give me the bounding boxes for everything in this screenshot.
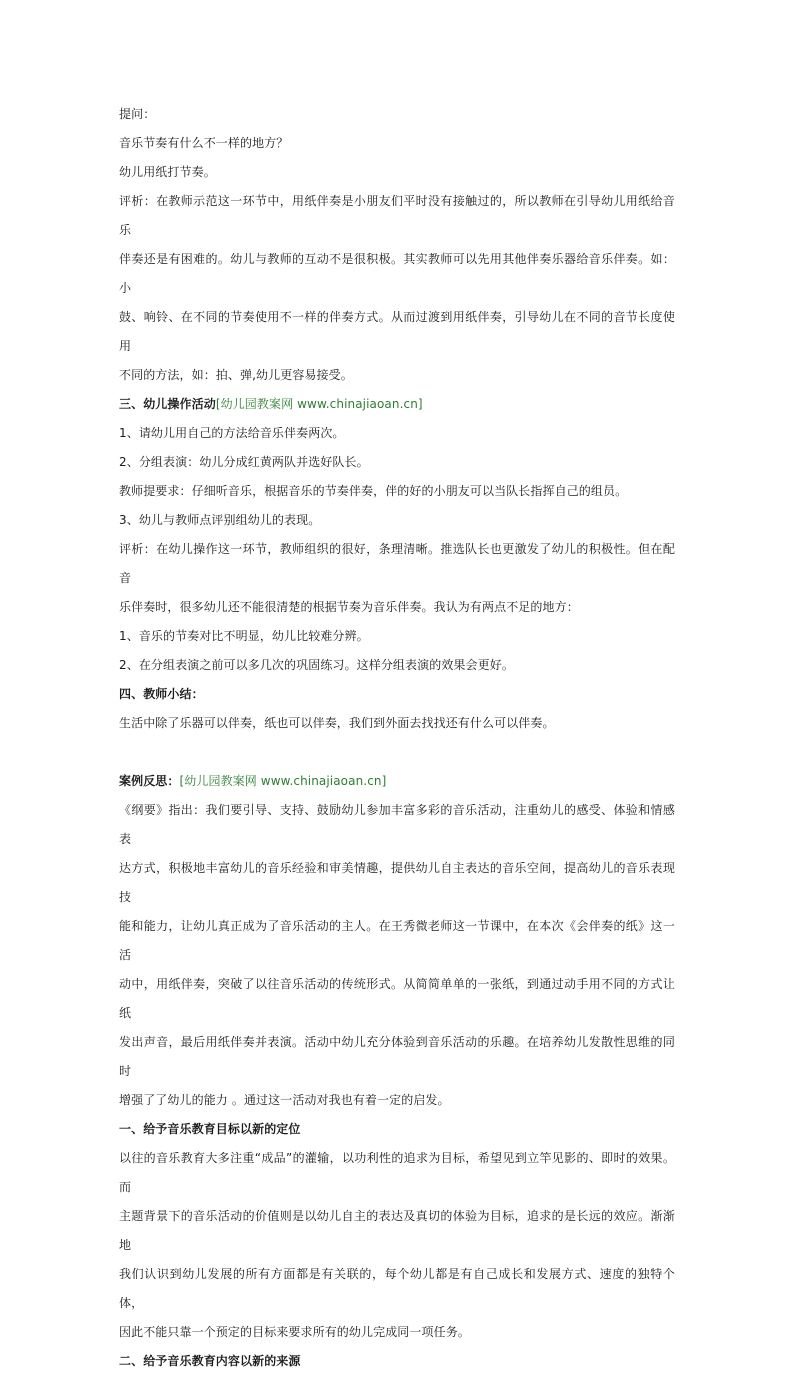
document-body: [119, 100, 675, 1376]
text-line: 不同的方法，如：拍、弹,幼儿更容易接受。: [119, 368, 353, 382]
section-heading: 四、教师小结：: [119, 687, 204, 701]
section-title: 案例反思：: [119, 774, 180, 788]
section-heading: 二、给予音乐教育内容以新的来源: [119, 1354, 301, 1368]
source-link[interactable]: [幼儿园教案网 www.chinajiaoan.cn]: [179, 774, 387, 788]
text-line: 幼儿用纸打节奏。: [119, 165, 216, 179]
text-line: 发出声音，最后用纸伴奏并表演。活动中幼儿充分体验到音乐活动的乐趣。在培养幼儿发散性思维的同时: [119, 1035, 675, 1078]
section-title: 三、幼儿操作活动: [119, 397, 216, 411]
text-line: 动中，用纸伴奏，突破了以往音乐活动的传统形式。从简简单单的一张纸，到通过动手用不同的方式让纸: [119, 977, 675, 1020]
text-line: 2、分组表演：幼儿分成红黄两队并选好队长。: [119, 455, 369, 469]
paragraph-gap: [119, 738, 675, 767]
section-heading: [119, 390, 675, 419]
text-line: 生活中除了乐器可以伴奏，纸也可以伴奏，我们到外面去找找还有什么可以伴奏。: [119, 716, 555, 730]
text-line: 评析：在教师示范这一环节中，用纸伴奏是小朋友们平时没有接触过的，所以教师在引导幼儿用纸给音乐: [119, 194, 675, 237]
text-line: 《纲要》指出：我们要引导、支持、鼓励幼儿参加丰富多彩的音乐活动，注重幼儿的感受、体验和情感表: [119, 803, 675, 846]
text-line: 2、在分组表演之前可以多几次的巩固练习。这样分组表演的效果会更好。: [119, 658, 514, 672]
source-link[interactable]: [幼儿园教案网 www.chinajiaoan.cn]: [215, 397, 423, 411]
text-line: 鼓、响铃、在不同的节奏使用不一样的伴奏方式。从而过渡到用纸伴奏，引导幼儿在不同的音节长度使用: [119, 310, 675, 353]
text-line: 提问：: [119, 107, 156, 121]
text-line: 乐伴奏时，很多幼儿还不能很清楚的根据节奏为音乐伴奏。我认为有两点不足的地方：: [119, 600, 579, 614]
text-line: 3、幼儿与教师点评别组幼儿的表现。: [119, 513, 321, 527]
text-line: 伴奏还是有困难的。幼儿与教师的互动不是很积极。其实教师可以先用其他伴奏乐器给音乐伴奏。如：小: [119, 252, 675, 295]
text-line: 评析：在幼儿操作这一环节，教师组织的很好，条理清晰。推选队长也更激发了幼儿的积极性。但在配音: [119, 542, 675, 585]
text-line: 1、音乐的节奏对比不明显，幼儿比较难分辨。: [119, 629, 369, 643]
text-line: 能和能力，让幼儿真正成为了音乐活动的主人。在王秀微老师这一节课中，在本次《会伴奏的纸》这一活: [119, 919, 675, 962]
text-line: 我们认识到幼儿发展的所有方面都是有关联的，每个幼儿都是有自己成长和发展方式、速度的独特个体，: [119, 1267, 675, 1310]
text-line: 以往的音乐教育大多注重“成品”的灌输，以功利性的追求为目标，希望见到立竿见影的、即时的效果。而: [119, 1151, 675, 1194]
text-line: 1、请幼儿用自己的方法给音乐伴奏两次。: [119, 426, 345, 440]
text-line: 达方式，积极地丰富幼儿的音乐经验和审美情趣，提供幼儿自主表达的音乐空间，提高幼儿的音乐表现技: [119, 861, 675, 904]
text-line: 音乐节奏有什么不一样的地方？: [119, 136, 289, 150]
text-line: 主题背景下的音乐活动的价值则是以幼儿自主的表达及真切的体验为目标，追求的是长远的效应。渐渐地: [119, 1209, 675, 1252]
section-heading: [119, 767, 675, 796]
text-line: 增强了了幼儿的能力 。通过这一活动对我也有着一定的启发。: [119, 1093, 450, 1107]
text-line: 因此不能只靠一个预定的目标来要求所有的幼儿完成同一项任务。: [119, 1325, 470, 1339]
text-line: 教师提要求：仔细听音乐，根据音乐的节奏伴奏，伴的好的小朋友可以当队长指挥自己的组员。: [119, 484, 628, 498]
section-heading: 一、给予音乐教育目标以新的定位: [119, 1122, 301, 1136]
